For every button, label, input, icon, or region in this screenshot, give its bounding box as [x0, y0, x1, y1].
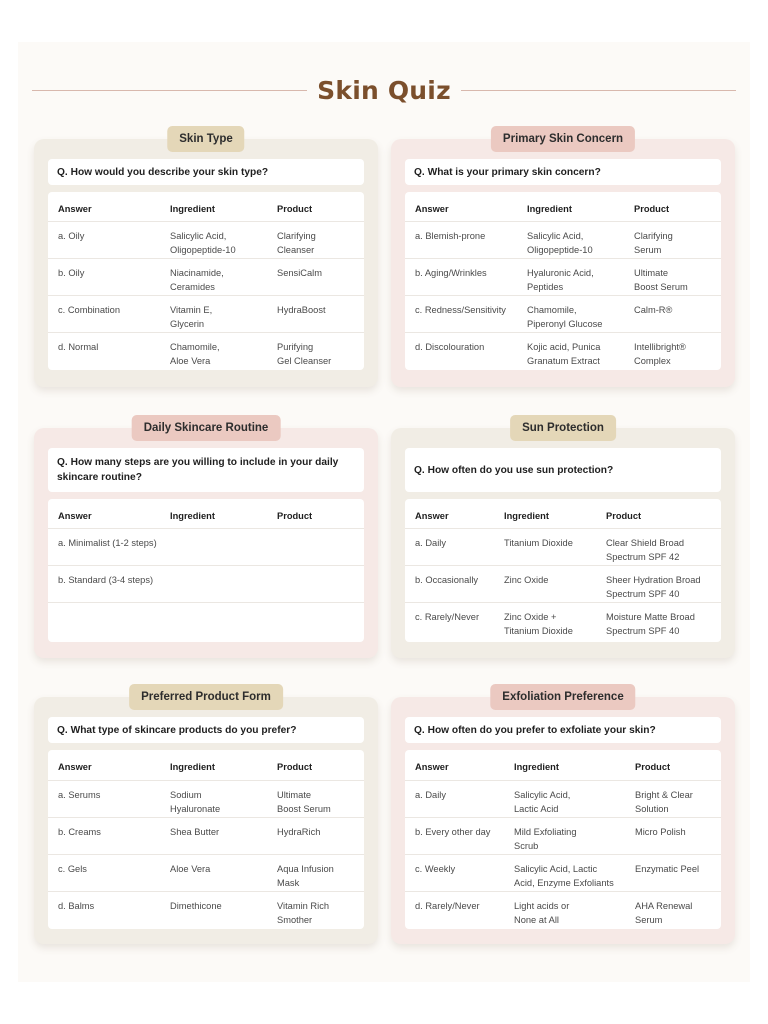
- cell-product: Bright & Clear Solution: [635, 790, 693, 814]
- table-row: [405, 780, 721, 817]
- header-answer: Answer: [415, 762, 449, 772]
- cell-ingredient: Dimethicone: [170, 901, 222, 911]
- cell-answer: d. Discolouration: [415, 342, 485, 352]
- header-ingredient: Ingredient: [504, 511, 549, 521]
- cell-answer: a. Daily: [415, 538, 447, 548]
- table-header: [405, 192, 721, 221]
- cell-answer: d. Normal: [58, 342, 99, 352]
- cell-ingredient: Salicylic Acid, Lactic Acid, Enzyme Exfoliants: [514, 864, 614, 888]
- answer-table: [48, 192, 364, 370]
- question-text: Q. What type of skincare products do you prefer?: [48, 717, 364, 743]
- header-answer: Answer: [415, 511, 449, 521]
- cell-product: Vitamin Rich Smother: [277, 901, 330, 925]
- table-row: [405, 854, 721, 891]
- table-row: [405, 258, 721, 295]
- cell-answer: b. Every other day: [415, 827, 491, 837]
- product-form-card: [34, 691, 378, 944]
- header-product: Product: [635, 762, 671, 772]
- cell-product: Moisture Matte Broad Spectrum SPF 40: [606, 612, 695, 636]
- header-ingredient: Ingredient: [514, 762, 559, 772]
- cell-answer: c. Gels: [58, 864, 87, 874]
- cell-product: Ultimate Boost Serum: [634, 268, 688, 292]
- exfoliation-badge: Exfoliation Preference: [490, 684, 635, 710]
- cell-answer: a. Minimalist (1-2 steps): [58, 538, 157, 548]
- cell-ingredient: Chamomile, Aloe Vera: [170, 342, 220, 366]
- cell-answer: b. Oily: [58, 268, 85, 278]
- cell-answer: c. Weekly: [415, 864, 456, 874]
- cell-ingredient: Titanium Dioxide: [504, 538, 573, 548]
- cell-product: SensiCalm: [277, 268, 322, 278]
- cell-ingredient: Niacinamide, Ceramides: [170, 268, 224, 292]
- table-header: [48, 499, 364, 528]
- primary-concern-badge: Primary Skin Concern: [491, 126, 635, 152]
- answer-table: [405, 750, 721, 929]
- header-product: Product: [277, 511, 313, 521]
- cell-product: Calm-R®: [634, 305, 673, 315]
- title-row: [32, 72, 736, 108]
- quiz-page: [18, 42, 750, 982]
- cell-answer: c. Combination: [58, 305, 121, 315]
- table-row: [405, 528, 721, 565]
- cell-ingredient: Kojic acid, Punica Granatum Extract: [527, 342, 601, 366]
- cell-ingredient: Zinc Oxide: [504, 575, 549, 585]
- cell-ingredient: Salicylic Acid, Oligopeptide-10: [170, 231, 236, 255]
- cell-ingredient: Vitamin E, Glycerin: [170, 305, 213, 329]
- cell-ingredient: Mild Exfoliating Scrub: [514, 827, 577, 851]
- cell-answer: d. Balms: [58, 901, 95, 911]
- table-row: [48, 528, 364, 565]
- cell-answer: a. Serums: [58, 790, 101, 800]
- table-row: [48, 565, 364, 602]
- header-answer: Answer: [58, 762, 92, 772]
- title-rule-left: [32, 90, 307, 91]
- cell-ingredient: Chamomile, Piperonyl Glucose: [527, 305, 603, 329]
- table-header: [405, 750, 721, 780]
- cell-ingredient: Salicylic Acid, Oligopeptide-10: [527, 231, 593, 255]
- table-row: [48, 602, 364, 642]
- header-ingredient: Ingredient: [170, 511, 215, 521]
- cell-answer: b. Creams: [58, 827, 101, 837]
- sun-protection-badge: Sun Protection: [510, 415, 616, 441]
- table-row: [405, 295, 721, 332]
- routine-card: [34, 422, 378, 658]
- cell-answer: b. Occasionally: [415, 575, 479, 585]
- table-row: [405, 221, 721, 258]
- cell-product: Clarifying Cleanser: [277, 231, 316, 255]
- cell-ingredient: Sodium Hyaluronate: [170, 790, 221, 814]
- cell-ingredient: Light acids or None at All: [514, 901, 570, 925]
- exfoliation-card: [391, 691, 735, 944]
- primary-concern-card: [391, 133, 735, 387]
- header-product: Product: [277, 762, 313, 772]
- cell-product: Aqua Infusion Mask: [277, 864, 334, 888]
- header-product: Product: [277, 204, 313, 214]
- header-product: Product: [606, 511, 642, 521]
- header-answer: Answer: [58, 511, 92, 521]
- cell-ingredient: Zinc Oxide + Titanium Dioxide: [504, 612, 573, 636]
- answer-table: [405, 499, 721, 642]
- skin-type-badge: Skin Type: [167, 126, 244, 152]
- cell-answer: d. Rarely/Never: [415, 901, 480, 911]
- cell-product: AHA Renewal Serum: [635, 901, 693, 925]
- table-row: [48, 295, 364, 332]
- skin-type-card: [34, 133, 378, 387]
- table-row: [48, 817, 364, 854]
- cell-product: Ultimate Boost Serum: [277, 790, 331, 814]
- answer-table: [405, 192, 721, 370]
- table-header: [48, 192, 364, 221]
- table-row: [405, 332, 721, 370]
- question-text: Q. How often do you use sun protection?: [405, 448, 721, 492]
- cell-answer: a. Oily: [58, 231, 85, 241]
- table-row: [405, 602, 721, 642]
- answer-table: [48, 750, 364, 929]
- cell-product: Micro Polish: [635, 827, 686, 837]
- table-row: [48, 332, 364, 370]
- question-text: Q. How many steps are you willing to include in your daily skincare routine?: [48, 448, 364, 492]
- cell-ingredient: Aloe Vera: [170, 864, 211, 874]
- cell-product: Intellibright® Complex: [634, 342, 686, 366]
- table-row: [405, 891, 721, 929]
- cell-answer: b. Aging/Wrinkles: [415, 268, 487, 278]
- header-ingredient: Ingredient: [170, 762, 215, 772]
- cell-product: Clarifying Serum: [634, 231, 673, 255]
- cell-ingredient: Salicylic Acid, Lactic Acid: [514, 790, 571, 814]
- table-row: [405, 817, 721, 854]
- cell-product: Enzymatic Peel: [635, 864, 700, 874]
- page-title: Skin Quiz: [317, 75, 451, 105]
- title-rule-right: [461, 90, 736, 91]
- table-header: [405, 499, 721, 528]
- cell-product: HydraRich: [277, 827, 321, 837]
- answer-table: [48, 499, 364, 642]
- question-text: Q. What is your primary skin concern?: [405, 159, 721, 185]
- header-ingredient: Ingredient: [527, 204, 572, 214]
- cell-product: Sheer Hydration Broad Spectrum SPF 40: [606, 575, 701, 599]
- table-row: [48, 258, 364, 295]
- cell-answer: b. Standard (3-4 steps): [58, 575, 154, 585]
- product-form-badge: Preferred Product Form: [129, 684, 283, 710]
- table-row: [48, 780, 364, 817]
- cell-ingredient: Hyaluronic Acid, Peptides: [527, 268, 594, 292]
- table-row: [405, 565, 721, 602]
- table-row: [48, 891, 364, 929]
- header-answer: Answer: [415, 204, 449, 214]
- routine-badge: Daily Skincare Routine: [132, 415, 281, 441]
- table-row: [48, 854, 364, 891]
- cell-answer: a. Blemish-prone: [415, 231, 486, 241]
- cell-product: HydraBoost: [277, 305, 326, 315]
- cell-answer: c. Redness/Sensitivity: [415, 305, 506, 315]
- cell-ingredient: Shea Butter: [170, 827, 220, 837]
- sun-protection-card: [391, 422, 735, 658]
- table-header: [48, 750, 364, 780]
- header-product: Product: [634, 204, 670, 214]
- header-ingredient: Ingredient: [170, 204, 215, 214]
- cell-product: Clear Shield Broad Spectrum SPF 42: [606, 538, 685, 562]
- header-answer: Answer: [58, 204, 92, 214]
- cell-product: Purifying Gel Cleanser: [277, 342, 332, 366]
- table-row: [48, 221, 364, 258]
- question-text: Q. How often do you prefer to exfoliate your skin?: [405, 717, 721, 743]
- question-text: Q. How would you describe your skin type?: [48, 159, 364, 185]
- cell-answer: a. Daily: [415, 790, 447, 800]
- cell-answer: c. Rarely/Never: [415, 612, 480, 622]
